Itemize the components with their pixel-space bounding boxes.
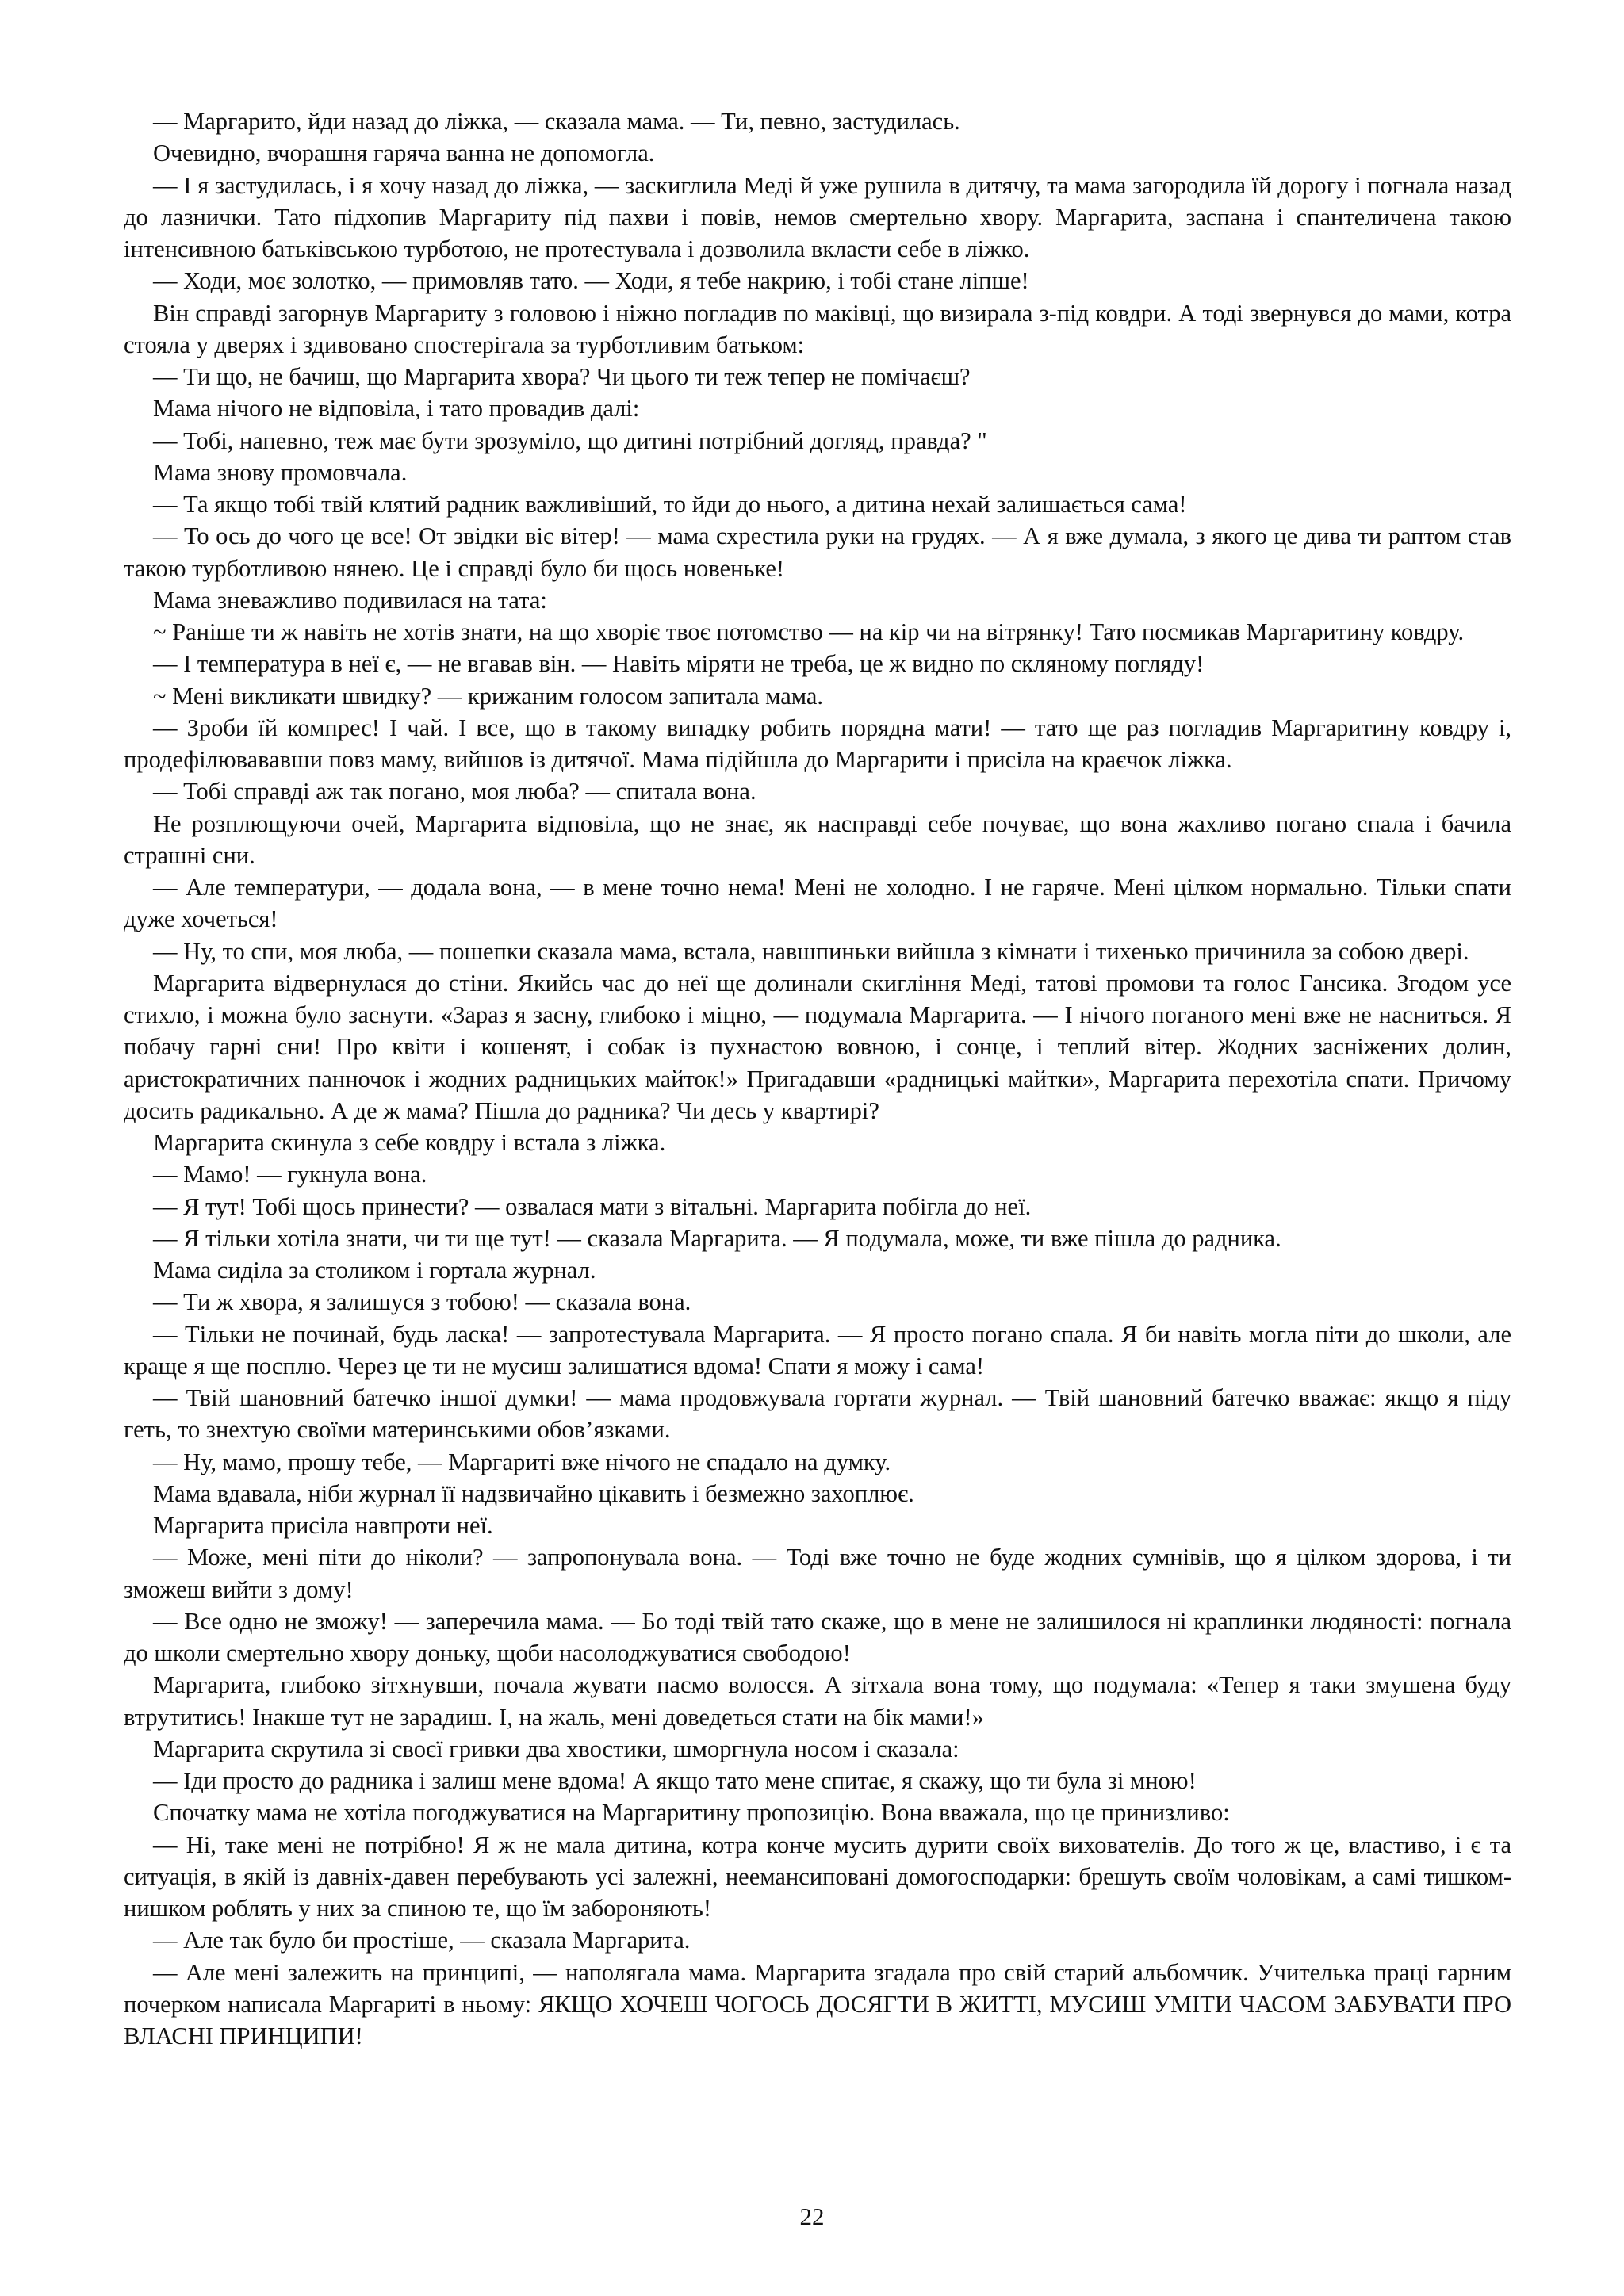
body-text — [124, 105, 1511, 2052]
paragraph: — Тільки не починай, будь ласка! — запротестувала Маргарита. — Я просто погано спала. Я би навіть могла піти до школи, але краще я ще посплю. Через це ти не мусиш залишатися вдома! Спати я можу і сама! — [124, 1320, 1511, 1380]
paragraph: Мама вдавала, ніби журнал її надзвичайно цікавить і безмежно захоплює. — [153, 1479, 914, 1507]
paragraph: Не розплющуючи очей, Маргарита відповіла, що не знає, як насправді себе почуває, що вона жахливо погано спала і бачила страшні сни. — [124, 809, 1511, 869]
paragraph: Спочатку мама не хотіла погоджуватися на Маргаритину пропозицію. Вона вважала, що це принизливо: — [153, 1799, 1230, 1827]
paragraph: — Все одно не зможу! — заперечила мама. — Бо тоді твій тато скаже, що в мене не залишилося ні краплинки людяності: погнала до школи смертельно хвору доньку, щоби насолоджуватися свободою! — [124, 1607, 1511, 1667]
paragraph: — Але мені залежить на принципі, — наполягала мама. Маргарита згадала про свій старий альбомчик. Учителька праці гарним почерком написала Маргариті в ньому: ЯКЩО ХОЧЕШ ЧОГОСЬ ДОСЯГТИ В ЖИТТІ, МУСИШ УМІТИ ЧАСОМ ЗАБУВАТИ ПРО ВЛАСНІ ПРИНЦИПИ! — [124, 1958, 1511, 2049]
paragraph: Мама зневажливо подивилася на тата: — [153, 586, 547, 614]
paragraph: — Ну, мамо, прошу тебе, — Маргариті вже нічого не спадало на думку. — [153, 1448, 891, 1475]
paragraph: — Ти що, не бачиш, що Маргарита хвора? Чи цього ти теж тепер не помічаєш? — [153, 363, 971, 390]
paragraph: — Та якщо тобі твій клятий радник важливіший, то йди до нього, а дитина нехай залишається сама! — [153, 491, 1187, 518]
paragraph: Мама нічого не відповіла, і тато провадив далі: — [153, 395, 640, 423]
paragraph: — Ні, таке мені не потрібно! Я ж не мала дитина, котра конче мусить дурити своїх вихователів. До того ж це, властиво, і є та ситуація, в якій із давніх-давен перебувають усі залежні, неемансиповані домогосподарки: брешуть своїм чоловікам, а самі тишком-нишком роблять у них за спиною те, що їм забороняють! — [124, 1831, 1511, 1922]
paragraph: — Іди просто до радника і залиш мене вдома! А якщо тато мене спитає, я скажу, що ти була зі мною! — [153, 1767, 1197, 1794]
paragraph: — Але температури, — додала вона, — в мене точно нема! Мені не холодно. І не гаряче. Мені цілком нормально. Тільки спати дуже хочеться! — [124, 874, 1511, 933]
paragraph: — То ось до чого це все! От звідки віє вітер! — мама схрестила руки на грудях. — А я вже думала, з якого це дива ти раптом став такою турботливою нянею. Це і справді було би щось новеньке! — [124, 522, 1511, 582]
paragraph: — Маргарито, йди назад до ліжка, — сказала мама. — Ти, певно, застудилась. — [153, 108, 960, 135]
paragraph: — Ходи, моє золотко, — примовляв тато. — Ходи, я тебе накрию, і тобі стане ліпше! — [153, 267, 1029, 295]
paragraph: — Тобі справді аж так погано, моя люба? — спитала вона. — [153, 778, 756, 806]
paragraph: — Мамо! — гукнула вона. — [153, 1161, 427, 1188]
paragraph: — І я застудилась, і я хочу назад до ліжка, — заскиглила Меді й уже рушила в дитячу, та мама загородила їй дорогу і погнала назад до лазнички. Тато підхопив Маргариту під пахви і повів, немов смертельно хвору. Маргарита, заспана і спантеличена такою інтенсивною батьківською турботою, не протестувала і дозволила вкласти себе в ліжко. — [124, 171, 1511, 262]
page-number: 22 — [799, 2202, 825, 2230]
paragraph: Маргарита присіла навпроти неї. — [153, 1512, 493, 1539]
paragraph: — Але так було би простіше, — сказала Маргарита. — [153, 1927, 691, 1954]
paragraph: — Я тільки хотіла знати, чи ти ще тут! — сказала Маргарита. — Я подумала, може, ти вже пішла до радника. — [153, 1224, 1281, 1252]
paragraph: — Тобі, напевно, теж має бути зрозуміло, що дитині потрібний догляд, правда? " — [153, 427, 987, 454]
paragraph: — Ти ж хвора, я залишуся з тобою! — сказала вона. — [153, 1288, 691, 1316]
paragraph: — Я тут! Тобі щось принести? — озвалася мати з вітальні. Маргарита побігла до неї. — [153, 1192, 1032, 1220]
paragraph: Маргарита скрутила зі своєї гривки два хвостики, шморгнула носом і сказала: — [153, 1735, 959, 1762]
paragraph: — Твій шановний батечко іншої думки! — мама продовжувала гортати журнал. — Твій шановний батечко вважає: якщо я піду геть, то знехтую своїми материнськими обов’язками. — [124, 1384, 1511, 1444]
paragraph: ~ Раніше ти ж навіть не хотів знати, на що хворіє твоє потомство — на кір чи на вітрянку! Тато посмикав Маргаритину ковдру. — [153, 618, 1465, 645]
paragraph: — Може, мені піти до ніколи? — запропонувала вона. — Тоді вже точно не буде жодних сумнівів, що я цілком здорова, і ти зможеш вийти з дому! — [124, 1544, 1511, 1603]
paragraph: Мама знову промовчала. — [153, 458, 408, 486]
paragraph: Мама сиділа за столиком і гортала журнал. — [153, 1257, 596, 1284]
paragraph: — Ну, то спи, моя люба, — пошепки сказала мама, встала, навшпиньки вийшла з кімнати і тихенько причинила за собою двері. — [153, 937, 1469, 965]
paragraph: — Зроби їй компрес! І чай. І все, що в такому випадку робить порядна мати! — тато ще раз погладив Маргаритину ковдру і, продефілювававши повз маму, вийшов із дитячої. Мама підійшла до Маргарити і присіла на краєчок ліжка. — [124, 714, 1511, 773]
paragraph: Маргарита, глибоко зітхнувши, почала жувати пасмо волосся. А зітхала вона тому, що подумала: «Тепер я таки змушена буду втрутитись! Інакше тут не зарадиш. І, на жаль, мені доведеться стати на бік мами!» — [124, 1671, 1511, 1731]
paragraph: Він справді загорнув Маргариту з головою і ніжно погладив по маківці, що визирала з-під ковдри. А тоді звернувся до мами, котра стояла у дверях і здивовано спостерігала за турботливим батьком: — [124, 299, 1511, 358]
paragraph: ~ Мені викликати швидку? — крижаним голосом запитала мама. — [153, 682, 824, 710]
paragraph: Очевидно, вчорашня гаряча ванна не допомогла. — [153, 140, 655, 167]
paragraph: Маргарита скинула з себе ковдру і встала з ліжка. — [153, 1129, 666, 1156]
paragraph: Маргарита відвернулася до стіни. Якийсь час до неї ще долинали скигління Меді, татові промови та голос Гансика. Згодом усе стихло, і можна було заснути. «Зараз я засну, глибоко і міцно, — подумала Маргарита. — І нічого поганого мені вже не насниться. Я побачу гарні сни! Про квіти і кошенят, і собак із пухнастою вовною, і сонце, і теплий вітер. Жодних засніжених долин, аристократичних панночок і жодних радницьких майток!» Пригадавши «радницькі майтки», Маргарита перехотіла спати. Причому досить радикально. А де ж мама? Пішла до радника? Чи десь у квартирі? — [124, 969, 1511, 1124]
paragraph: — І температура в неї є, — не вгавав він. — Навіть міряти не треба, це ж видно по скляному погляду! — [153, 650, 1205, 678]
